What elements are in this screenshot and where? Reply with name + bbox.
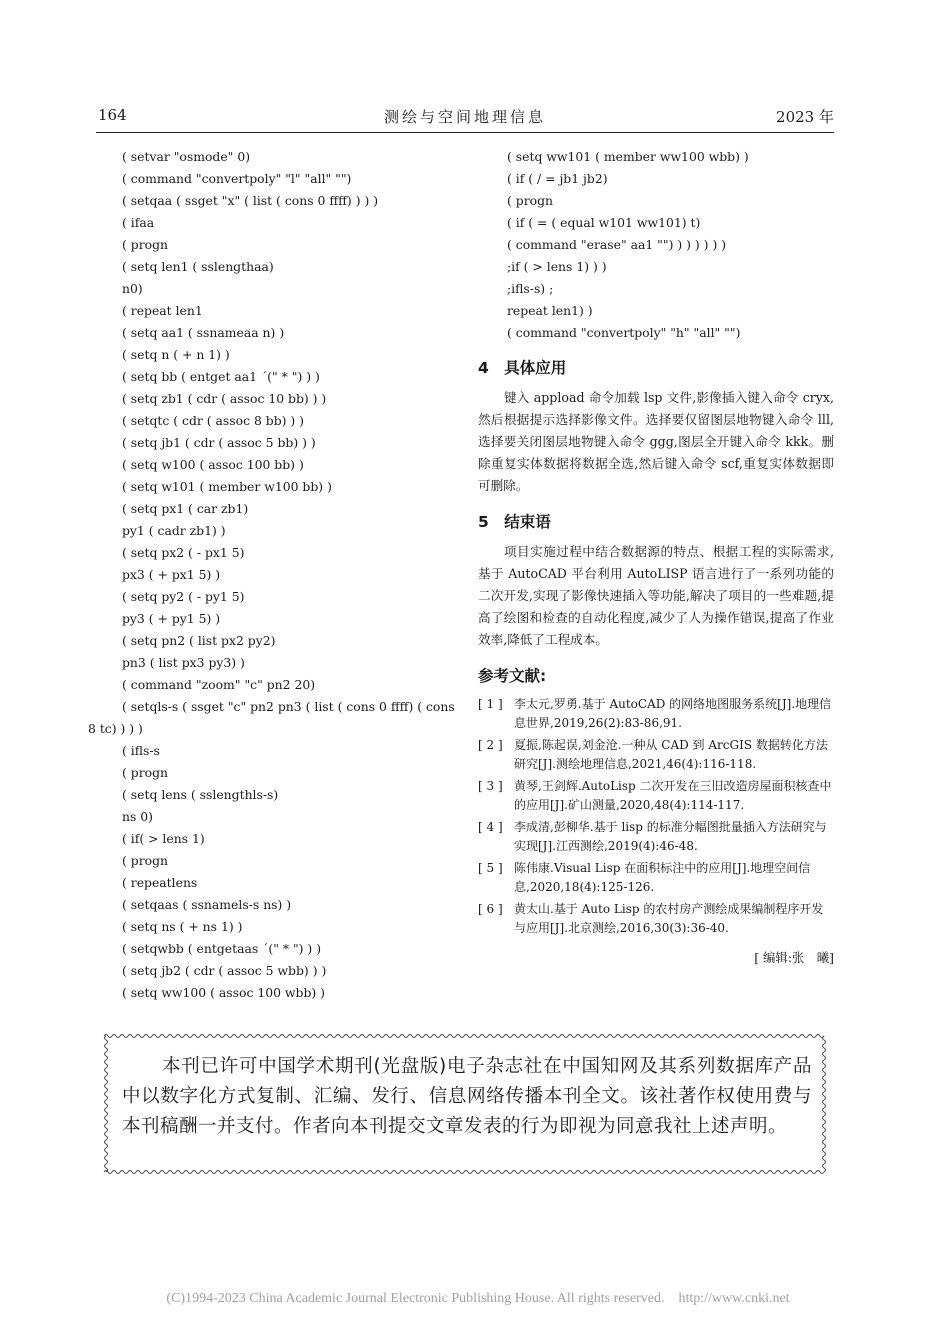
code-line: ( setqtc ( cdr ( assoc 8 bb) ) ) <box>122 413 305 428</box>
code-line: ( ifaa <box>122 215 155 230</box>
code-line: ( setq py2 ( - py1 5) <box>122 589 245 604</box>
code-line: ( setqwbb ( entgetaas ´(" * ") ) ) <box>122 941 322 956</box>
code-line: ( progn <box>122 765 168 780</box>
code-line: pn3 ( list px3 py3) ) <box>122 655 245 670</box>
reference-number: [ 2 ] <box>478 738 503 752</box>
copyright-footer: (C)1994-2023 China Academic Journal Electronic Publishing House. All rights reserved. http://www.cnki.net <box>166 1291 790 1306</box>
code-line: ( repeatlens <box>122 875 198 890</box>
reference-text: 李太元,罗勇.基于 AutoCAD 的网络地图服务系统[J].地理信息世界,2019,26(2):83-86,91. <box>514 697 832 730</box>
code-line: ( command "convertpoly" "l" "all" "") <box>122 171 352 186</box>
reference-number: [ 6 ] <box>478 902 503 916</box>
code-line: ( if ( / = jb1 jb2) <box>507 171 608 186</box>
page-number: 164 <box>98 106 127 124</box>
code-line: ( command "erase" aa1 "") ) ) ) ) ) ) <box>507 237 727 252</box>
reference-text: 黄太山.基于 Auto Lisp 的农村房产测绘成果编制程序开发与应用[J].北京测绘,2016,30(3):36-40. <box>514 902 824 935</box>
section-4-body: 键入 appload 命令加载 lsp 文件,影像插入键入命令 cryx,然后根据提示选择影像文件。选择要仅留图层地物键入命令 lll,选择要关闭图层地物键入命令 ggg,图层全开键入命令 kkk。删除重复实体数据将数据全选,然后键入命令 scf,重复实体数据即可删除。 <box>478 390 834 493</box>
code-line: ( setq aa1 ( ssnameaa n) ) <box>122 325 285 340</box>
code-line: ns 0) <box>122 809 153 824</box>
code-line: ( setq ww101 ( member ww100 wbb) ) <box>507 149 749 164</box>
code-line: ( progn <box>122 853 168 868</box>
code-line: py3 ( + py1 5) ) <box>122 611 221 626</box>
code-line: ( command "convertpoly" "h" "all" "") <box>507 325 741 340</box>
code-line: ( setqaas ( ssnamels-s ns) ) <box>122 897 292 912</box>
code-line: ( setq w100 ( assoc 100 bb) ) <box>122 457 304 472</box>
reference-number: [ 1 ] <box>478 697 503 711</box>
reference-item <box>478 695 834 733</box>
publication-year: 2023 年 <box>776 108 834 126</box>
notice-text: 本刊已许可中国学术期刊(光盘版)电子杂志社在中国知网及其系列数据库产品中以数字化方式复制、汇编、发行、信息网络传播本刊全文。该社著作权使用费与本刊稿酬一并支付。作者向本刊提交文章发表的行为即视为同意我社上述声明。 <box>122 1056 812 1137</box>
code-line: ( setq bb ( entget aa1 ´(" * ") ) ) <box>122 369 320 384</box>
reference-number: [ 5 ] <box>478 861 503 875</box>
code-line: px3 ( + px1 5) ) <box>122 567 221 582</box>
journal-title: 测绘与空间地理信息 <box>383 108 546 126</box>
copyright-notice-box <box>100 1030 830 1178</box>
section-4-heading: 4 具体应用 <box>478 359 567 377</box>
reference-text: 夏振,陈起误,刘金沧.一种从 CAD 到 ArcGIS 数据转化方法研究[J].测绘地理信息,2021,46(4):116-118. <box>514 738 828 771</box>
code-line: ( setq px1 ( car zb1) <box>122 501 249 516</box>
code-line: ( ifls-s <box>122 743 160 758</box>
code-line: ( setq jb2 ( cdr ( assoc 5 wbb) ) ) <box>122 963 327 978</box>
code-line: repeat len1) ) <box>507 303 593 318</box>
code-line: ( setq ns ( + ns 1) ) <box>122 919 243 934</box>
code-line: ( setq px2 ( - px1 5) <box>122 545 245 560</box>
code-listing-left <box>88 146 455 1004</box>
editor-credit: [ 编辑:张 曦] <box>754 950 834 965</box>
code-line: ( setq jb1 ( cdr ( assoc 5 bb) ) ) <box>122 435 316 450</box>
code-line: 8 tc) ) ) ) <box>88 721 143 736</box>
reference-text: 黄琴,王剑辉.AutoLisp 二次开发在三旧改造房屋面积核查中的应用[J].矿山测量,2020,48(4):114-117. <box>514 779 832 812</box>
references-list <box>478 695 834 941</box>
code-line: py1 ( cadr zb1) ) <box>122 523 226 538</box>
reference-number: [ 3 ] <box>478 779 503 793</box>
code-line: ( setq zb1 ( cdr ( assoc 10 bb) ) ) <box>122 391 327 406</box>
reference-item <box>478 900 834 938</box>
code-line: ( command "zoom" "c" pn2 20) <box>122 677 316 692</box>
code-line: ( if ( = ( equal w101 ww101) t) <box>507 215 701 230</box>
reference-text: 陈伟康.Visual Lisp 在面积标注中的应用[J].地理空间信息,2020,18(4):125-126. <box>514 861 811 894</box>
reference-item <box>478 736 834 774</box>
code-line: n0) <box>122 281 143 296</box>
code-line: ( setq len1 ( sslengthaa) <box>122 259 274 274</box>
reference-item <box>478 818 834 856</box>
reference-number: [ 4 ] <box>478 820 503 834</box>
code-line: ( progn <box>507 193 553 208</box>
code-line: ( if( > lens 1) <box>122 831 205 846</box>
reference-item <box>478 859 834 897</box>
references-heading: 参考文献: <box>478 667 547 685</box>
code-line: ( setq pn2 ( list px2 py2) <box>122 633 276 648</box>
code-line: ( setq lens ( sslengthls-s) <box>122 787 279 802</box>
code-listing-right <box>507 146 749 344</box>
code-line: ( progn <box>122 237 168 252</box>
code-line: ( repeat len1 <box>122 303 203 318</box>
code-line: ( setqaa ( ssget "x" ( list ( cons 0 ffff) ) ) ) <box>122 193 379 208</box>
code-line: ( setq ww100 ( assoc 100 wbb) ) <box>122 985 325 1000</box>
code-line: ( setvar "osmode" 0) <box>122 149 251 164</box>
code-line: ( setq w101 ( member w100 bb) ) <box>122 479 332 494</box>
code-line: ;ifls-s) ; <box>507 281 554 296</box>
code-line: ( setqls-s ( ssget "c" pn2 pn3 ( list ( cons 0 ffff) ( cons <box>122 699 455 714</box>
code-line: ;if ( > lens 1) ) ) <box>507 259 607 274</box>
reference-text: 李成清,彭柳华.基于 lisp 的标准分幅图批量插入方法研究与实现[J].江西测绘,2019(4):46-48. <box>514 820 827 853</box>
section-5-body: 项目实施过程中结合数据源的特点、根据工程的实际需求,基于 AutoCAD 平台利用 AutoLISP 语言进行了一系列功能的二次开发,实现了影像快速插入等功能,解决了项目的一些难题,提高了绘图和检查的自动化程度,减少了人为操作错误,提高了作业效率,降低了工程成本。 <box>478 544 834 647</box>
section-5-heading: 5 结束语 <box>478 513 551 531</box>
reference-item <box>478 777 834 815</box>
code-line: ( setq n ( + n 1) ) <box>122 347 230 362</box>
page-header <box>96 98 834 133</box>
